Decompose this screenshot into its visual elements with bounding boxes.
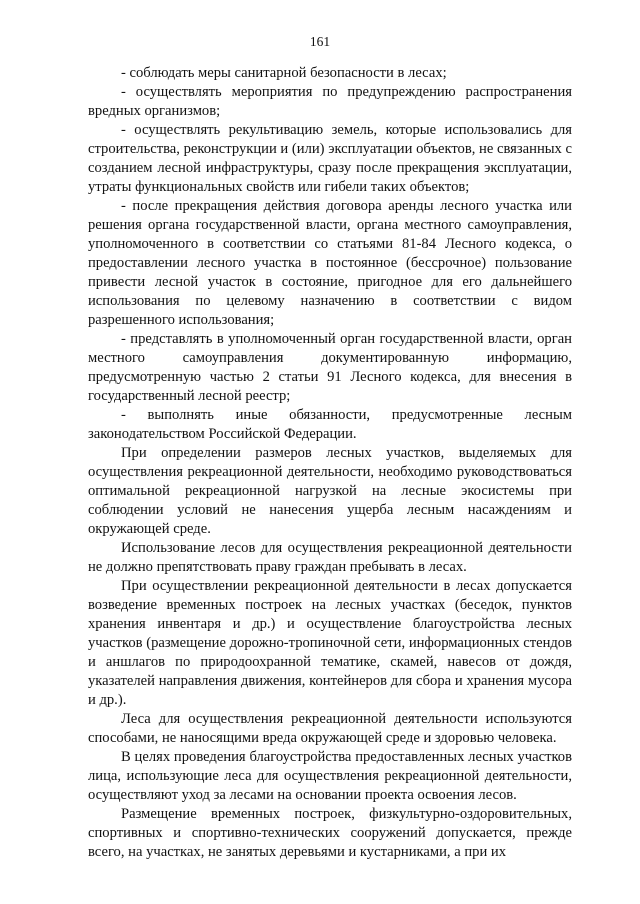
paragraph-other-obligations: - выполнять иные обязанности, предусмотренные лесным законодательством Российской Федерации. — [88, 407, 572, 442]
paragraph-citizens-right: Использование лесов для осуществления рекреационной деятельности не должно препятствовать праву граждан пребывать в лесах. — [88, 540, 572, 575]
paragraph-forest-care: В целях проведения благоустройства предоставленных лесных участков лица, использующие леса для осуществления рекреационной деятельности, осуществляют уход за лесами на основании проекта освоения лесов. — [88, 749, 572, 803]
page-number: 161 — [309, 34, 331, 49]
paragraph-temporary-structures: При осуществлении рекреационной деятельности в лесах допускается возведение временных построек на лесных участках (беседок, пунктов хранения инвентаря и др.) и осуществление благоустройства лесных участков (размещение дорожно-тропиночной сети, информационных стендов и аншлагов по природоохранной тематике, скамей, навесов от дождя, указателей направления движения, контейнеров для сбора и хранения мусора и др.). — [88, 578, 572, 708]
paragraph-plot-sizes: При определении размеров лесных участков, выделяемых для осуществления рекреационной деятельности, необходимо руководствоваться оптимальной рекреационной нагрузкой на лесные экосистемы при соблюдении условий не нанесения ущерба лесным насаждениям и окружающей среде. — [88, 445, 572, 537]
paragraph-sports-facilities: Размещение временных построек, физкультурно-оздоровительных, спортивных и спортивно-технических сооружений допускается, прежде всего, на участках, не занятых деревьями и кустарниками, а при их — [88, 806, 572, 860]
paragraph-land-recultivation: - осуществлять рекультивацию земель, которые использовались для строительства, реконструкции и (или) эксплуатации объектов, не связанных с созданием лесной инфраструктуры, сразу после прекращения эксплуатации, утраты функциональных свойств или гибели таких объектов; — [88, 122, 572, 195]
paragraph-lease-termination: - после прекращения действия договора аренды лесного участка или решения органа государственной власти, органа местного самоуправления, уполномоченного в соответствии со статьями 81-84 Лесного кодекса, о предоставлении лесного участка в постоянное (бессрочное) пользование привести лесной участок в состояние, пригодное для его дальнейшего использования по целевому назначению в соответствии с видом разрешенного использования; — [88, 198, 572, 328]
text-body — [88, 64, 572, 862]
paragraph-harmless-methods: Леса для осуществления рекреационной деятельности используются способами, не наносящими вреда окружающей среде и здоровью человека. — [88, 711, 572, 746]
paragraph-forest-registry: - представлять в уполномоченный орган государственной власти, орган местного самоуправления документированную информацию, предусмотренную частью 2 статьи 91 Лесного кодекса, для внесения в государственный лесной реестр; — [88, 331, 572, 404]
paragraph-pest-prevention: - осуществлять мероприятия по предупреждению распространения вредных организмов; — [88, 84, 572, 119]
paragraph-sanitary-safety: - соблюдать меры санитарной безопасности в лесах; — [121, 65, 447, 81]
